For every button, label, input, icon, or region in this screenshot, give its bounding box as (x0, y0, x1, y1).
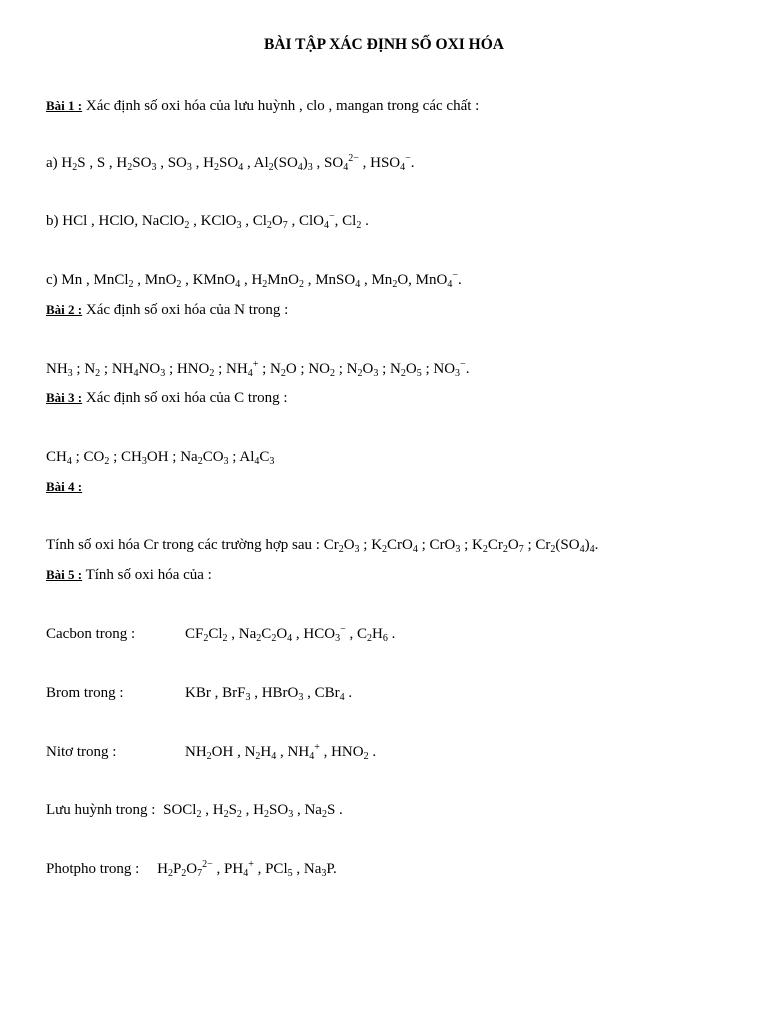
exercise-5-item-bromine (46, 684, 353, 703)
exercise-5-item-carbon (46, 624, 396, 644)
exercise-3-formulas: $CH_4$ ; $CO_2$ ; $CH_3OH$ ; $Na_2CO_3$ ; $Al_4C_3$ (46, 449, 275, 467)
element-formulas: $CF_2Cl_2$ , $Na_2C_2O_4$ , $HCO_3^-$ , $C_2H_6$ . (185, 624, 396, 644)
element-name: Cacbon trong : (46, 626, 136, 642)
element-formulas: SOCl$_2$ , $H_2S_2$ , $H_2SO_3$ , $Na_2S$ . (163, 802, 343, 820)
exercise-1-text: Xác định số oxi hóa của lưu huỳnh , clo , mangan trong các chất : (82, 98, 480, 114)
exercise-3-label: Bài 3 : (46, 390, 83, 405)
exercise-1-heading (46, 97, 479, 115)
exercise-5-item-phosphorus (46, 860, 337, 878)
exercise-5-text: Tính số oxi hóa của : (82, 567, 212, 583)
exercise-1-part-a: a) $H_2S$ , S , $H_2SO_3$ , $SO_3$ , $H_2SO_4$ , $Al_2(SO_4)_3$ , $SO_4^{2-}$ , $HSO_4^-$. (46, 153, 415, 173)
exercise-1-label: Bài 1 : (46, 98, 83, 113)
exercise-5-heading (46, 566, 212, 584)
document-title: BÀI TẬP XÁC ĐỊNH SỐ OXI HÓA (263, 36, 504, 53)
exercise-5-label: Bài 5 : (46, 567, 83, 582)
exercise-3-heading (46, 389, 288, 407)
exercise-5-item-sulfur (46, 801, 343, 819)
exercise-2-label: Bài 2 : (46, 302, 83, 317)
exercise-2-heading (46, 301, 288, 319)
element-name: Photpho trong : (46, 861, 140, 877)
exercise-4-heading (46, 478, 82, 496)
exercise-2-text: Xác định số oxi hóa của N trong : (82, 302, 289, 318)
exercise-1-part-c: c) Mn , MnCl$_2$ , MnO$_2$ , KMnO$_4$ , $H_2MnO_2$ , MnSO$_4$ , $Mn_2O$, MnO$_4$−. (46, 270, 462, 290)
exercise-4-text: Tính số oxi hóa Cr trong các trường hợp sau : $Cr_2O_3$ ; $K_2CrO_4$ ; CrO$_3$ ; $K_2Cr_2O_7$ ; $Cr_2(SO_4)_4$. (46, 537, 599, 555)
element-name: Brom trong : (46, 685, 124, 701)
element-formulas: $H_2P_2O_7^{2-}$ , $PH_4^+$ , PCl$_5$ , $Na_3P$. (157, 859, 337, 879)
element-name: Nitơ trong : (46, 744, 117, 760)
element-formulas: KBr , BrF$_3$ , HBrO$_3$ , CBr$_4$ . (185, 685, 353, 703)
element-name: Lưu huỳnh trong : (46, 802, 156, 818)
exercise-1-part-b: b) HCl , HClO, NaClO$_2$ , KClO$_3$ , $Cl_2O_7$ , ClO$_4$−, $Cl_2$ . (46, 211, 369, 231)
exercise-4-label: Bài 4 : (46, 479, 83, 494)
element-formulas: $NH_2OH$ , $N_2H_4$ , $NH_4^+$ , $HNO_2$ . (185, 742, 377, 762)
exercise-3-text: Xác định số oxi hóa của C trong : (82, 390, 288, 406)
exercise-5-item-nitrogen (46, 742, 377, 762)
exercise-2-formulas: $NH_3$ ; $N_2$ ; $NH_4NO_3$ ; $HNO_2$ ; $NH_4^+$ ; $N_2O$ ; $NO_2$ ; $N_2O_3$ ; $N_2O_5$ ; $NO_3^-$. (46, 359, 470, 379)
